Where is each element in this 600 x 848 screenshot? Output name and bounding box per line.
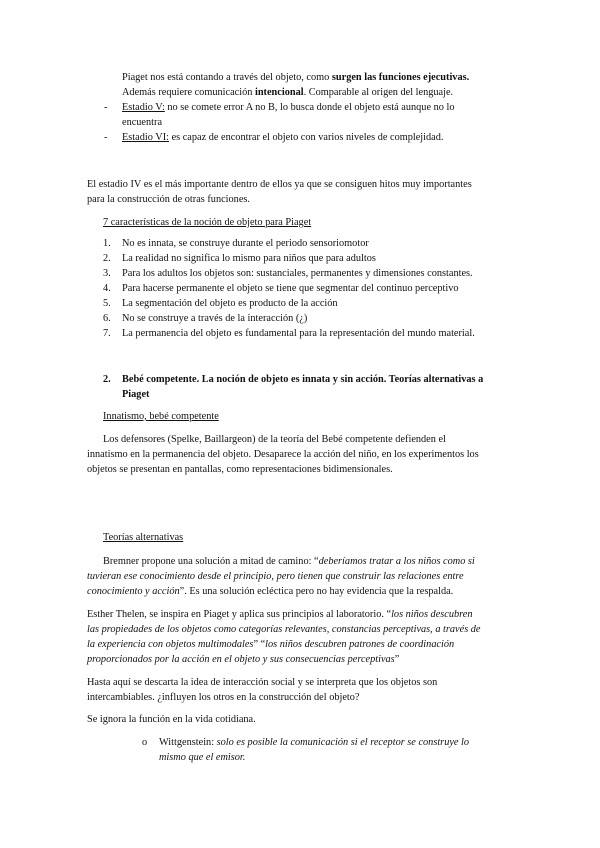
text-span: ” “ (253, 639, 266, 650)
quote-span: conocimiento y acción (87, 586, 180, 597)
list-item-number: 5. (103, 298, 111, 309)
quote-span: proporcionados por la acción en el objeto y sus consecuencias perceptivas (87, 654, 395, 665)
list-item-number: 2. (103, 253, 111, 264)
text-span: Además requiere comunicación (122, 87, 253, 98)
bold-span: intencional (254, 87, 304, 98)
paragraph-line: Los defensores (Spelke, Baillargeon) de la teoría del Bebé competente defienden el (103, 434, 446, 445)
quote-line: tuvieran ese conocimiento desde el principio, pero tienen que construir las relaciones entre (87, 571, 464, 582)
paragraph-line: innatismo en la permanencia del objeto. Desaparece la acción del niño, en los experimentos los (87, 449, 479, 460)
list-item-number: 1. (103, 238, 111, 249)
bullet-item (122, 101, 454, 114)
bullet-item (159, 736, 469, 749)
stage-label: Estadio VI: (122, 132, 169, 143)
text-span: Esther Thelen, se inspira en Piaget y aplica sus principios al laboratorio. “ (87, 609, 392, 620)
list-item: La segmentación del objeto es producto de la acción (122, 298, 338, 309)
paragraph-line (103, 555, 475, 568)
list-item: No es innata, se construye durante el periodo sensoriomotor (122, 238, 369, 249)
bold-span: surgen las funciones ejecutivas. (331, 72, 470, 83)
section-title: Piaget (122, 389, 150, 400)
stage-label: Estadio V: (122, 102, 165, 113)
list-item: La realidad no significa lo mismo para niños que para adultos (122, 253, 376, 264)
text-span: . Comparable al origen del lenguaje. (303, 87, 454, 98)
list-item: Para los adultos los objetos son: sustanciales, permanentes y dimensiones constantes. (122, 268, 473, 279)
paragraph-line: El estadio IV es el más importante dentro de ellos ya que se consiguen hitos muy importantes (87, 179, 472, 190)
text-span: no se comete error A no B, lo busca donde el objeto está aunque no lo (164, 102, 455, 113)
text-line (122, 86, 453, 99)
paragraph-line: objetos se presentan en pantallas, como representaciones bidimensionales. (87, 464, 393, 475)
bullet-continuation: encuentra (122, 117, 163, 128)
bullet-marker: o (142, 737, 148, 748)
text-line (122, 71, 469, 84)
list-item-number: 6. (103, 313, 111, 324)
list-item: Para hacerse permanente el objeto se tiene que segmentar del continuo perceptivo (122, 283, 459, 294)
paragraph-line (87, 608, 472, 621)
list-item: No se construye a través de la interacción (¿) (122, 313, 308, 324)
paragraph-line: Hasta aquí se descarta la idea de interacción social y se interpreta que los objetos son (87, 677, 438, 688)
section-heading: 7 características de la noción de objeto para Piaget (103, 217, 312, 228)
list-item: La permanencia del objeto es fundamental para la representación del mundo material. (122, 328, 475, 339)
section-number: 2. (103, 374, 111, 385)
paragraph-line: Se ignora la función en la vida cotidiana. (87, 714, 256, 725)
text-span: Piaget nos está contando a través del objeto, como (122, 72, 330, 83)
quote-span: los niños descubren patrones de coordinación (265, 639, 455, 650)
list-item-number: 7. (103, 328, 111, 339)
quote-line: las propiedades de los objetos como categorías relevantes, constancias perceptivas, a través de (87, 624, 481, 635)
list-item-number: 3. (103, 268, 111, 279)
text-span: es capaz de encontrar el objeto con varios niveles de complejidad. (169, 132, 444, 143)
text-span: Wittgenstein: (159, 737, 215, 748)
paragraph-line: para la construcción de otras funciones. (87, 194, 250, 205)
quote-line: mismo que el emisor. (159, 752, 246, 763)
paragraph-line (87, 585, 453, 598)
quote-span: los niños descubren (391, 609, 473, 620)
bullet-marker: - (104, 102, 108, 113)
text-span: ”. Es una solución ecléctica pero no hay evidencia que la respalda. (179, 586, 454, 597)
section-title: Bebé competente. La noción de objeto es innata y sin acción. Teorías alternativas a (122, 374, 484, 385)
list-item-number: 4. (103, 283, 111, 294)
quote-span: deberíamos tratar a los niños como si (318, 556, 475, 567)
quote-span: la experiencia con objetos multimodales (87, 639, 254, 650)
quote-span: solo es posible la comunicación si el receptor se construye lo (214, 737, 470, 748)
text-span: Bremner propone una solución a mitad de camino: “ (103, 556, 319, 567)
bullet-marker: - (104, 132, 108, 143)
subheading: Teorías alternativas (103, 532, 184, 543)
paragraph-line (87, 653, 399, 666)
paragraph-line: intercambiables. ¿influyen los otros en la construcción del objeto? (87, 692, 360, 703)
subheading: Innatismo, bebé competente (103, 411, 219, 422)
text-span: ” (394, 654, 400, 665)
paragraph-line (87, 638, 454, 651)
bullet-item (122, 131, 443, 144)
